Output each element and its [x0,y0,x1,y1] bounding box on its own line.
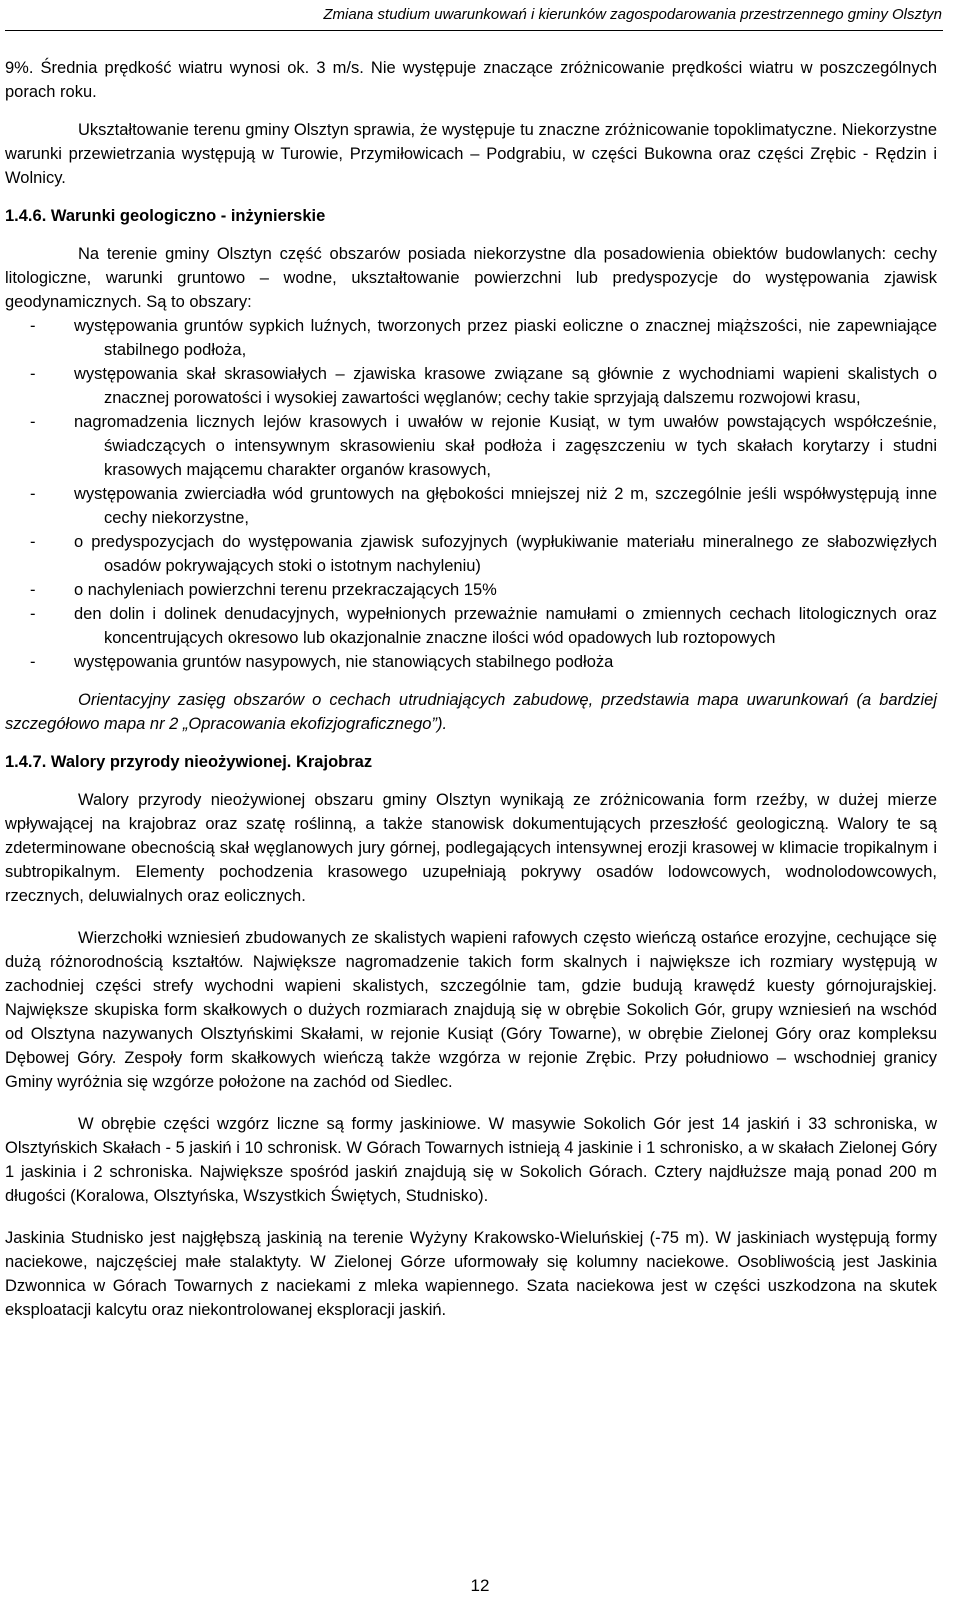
paragraph-wierzcholki: Wierzchołki wzniesień zbudowanych ze skalistych wapieni rafowych często wieńczą ostańce erozyjne, cechujące się dużą różnorodnością kształtów. Największe nagromadzenie takich form skalnych i największe ich rozmiary występują w zachodniej części strefy wychodni wapieni skalistych, szczególnie tam, gdzie budują krawędź kuesty górnojurajskiej. Największe skupiska form skałkowych o dużych rozmiarach znajdują się w obrębie Sokolich Gór, grupy wzniesień na wschód od Olsztyna nazywanych Olsztyńskimi Skałami, w rejonie Kusiąt (Góry Towarne), w obrębie Zielonej Góry oraz kompleksu Dębowej Góry. Zespoły form skałkowych wieńczą także wzgórza w rejonie Zrębic. Przy południowo – wschodniej granicy Gminy wyróżnia się wzgórze położone na zachód od Siedlec. [5,929,937,1091]
paragraph-geo-map-note: Orientacyjny zasięg obszarów o cechach utrudniających zabudowę, przedstawia mapa uwarunkowań (a bardziej szczegółowo mapa nr 2 „Opracowania ekofizjograficznego”). [5,691,937,733]
list-item: - występowania gruntów nasypowych, nie stanowiących stabilnego podłoża [30,653,614,671]
running-header: Zmiana studium uwarunkowań i kierunków zagospodarowania przestrzennego gminy Olsztyn [323,6,942,23]
list-item: - o predyspozycjach do występowania zjawisk sufozyjnych (wypłukiwanie materiału mineralnego ze słabozwięzłych osadów pokrywających stoki o istotnym nachyleniu) [30,533,937,575]
paragraph-geo-intro: Na terenie gminy Olsztyn część obszarów posiada niekorzystne dla posadowienia obiektów budowlanych: cechy litologiczne, warunki gruntowo – wodne, ukształtowanie powierzchni lub predyspozycje do występowania zjawisk geodynamicznych. Są to obszary: [5,245,937,311]
paragraph-studnisko: Jaskinia Studnisko jest najgłębszą jaskinią na terenie Wyżyny Krakowsko-Wieluńskiej (-75 m). W jaskiniach występują formy naciekowe, najczęściej małe stalaktyty. W Zielonej Górze uformowały się kolumny naciekowe. Osobliwością jest Jaskinia Dzwonnica w Górach Towarnych z naciekami z mleka wapiennego. Szata naciekowa jest w części uszkodzona na skutek eksploatacji kalcytu oraz niekontrolowanej eksploracji jaskiń. [5,1229,937,1319]
list-item: - występowania zwierciadła wód gruntowych na głębokości mniejszej niż 2 m, szczególnie jeśli współwystępują inne cechy niekorzystne, [30,485,937,527]
page-number: 12 [470,1576,490,1595]
geo-conditions-list [5,314,937,674]
paragraph-jaskinie: W obrębie części wzgórz liczne są formy jaskiniowe. W masywie Sokolich Gór jest 14 jaskiń i 33 schroniska, w Olsztyńskich Skałach - 5 jaskiń i 10 schronisk. W Górach Towarnych istnieją 4 jaskinie i 1 schronisko, a w skałach Zielonej Góry 1 jaskinia i 2 schroniska. Największe spośród jaskiń znajdują się w Sokolich Górach. Cztery najdłuższe mają ponad 200 m długości (Koralowa, Olsztyńska, Wszystkich Świętych, Studnisko). [5,1115,937,1205]
paragraph-terrain: Ukształtowanie terenu gminy Olsztyn sprawia, że występuje tu znaczne zróżnicowanie topoklimatyczne. Niekorzystne warunki przewietrzania występują w Turowie, Przymiłowicach – Podgrabiu, w części Bukowna oraz części Zrębic - Rędzin i Wolnicy. [5,121,937,187]
list-item: - nagromadzenia licznych lejów krasowych i uwałów w rejonie Kusiąt, w tym uwałów powstających współcześnie, świadczących o intensywnym skrasowieniu skał podłoża i zagęszczeniu w tych skałach korytarzy i studni krasowych mającemu charakter organów krasowych, [30,413,937,479]
paragraph-walory: Walory przyrody nieożywionej obszaru gminy Olsztyn wynikają ze zróżnicowania form rzeźby, w dużej mierze wpływającej na krajobraz oraz szatę roślinną, a także stanowisk dokumentujących przeszłość geologiczną. Walory te są zdeterminowane obecnością skał węglanowych jury górnej, podlegających intensywnej erozji krasowej w klimacie tropikalnym i subtropikalnym. Elementy pochodzenia krasowego uzupełniają pokrywy osadów lodowcowych, wodnolodowcowych, rzecznych, deluwialnych oraz eolicznych. [5,791,937,905]
document-body [5,56,937,1322]
section-heading-1-4-6: 1.4.6. Warunki geologiczno - inżynierskie [5,207,326,225]
header-divider [5,30,943,31]
list-item: - den dolin i dolinek denudacyjnych, wypełnionych przeważnie namułami o zmiennych cechach litologicznych oraz koncentrujących okresowo lub okazjonalnie znaczne ilości wód opadowych lub roztopowych [30,605,937,647]
paragraph-wind: 9%. Średnia prędkość wiatru wynosi ok. 3 m/s. Nie występuje znaczące zróżnicowanie prędkości wiatru w poszczególnych porach roku. [5,59,937,101]
section-heading-1-4-7: 1.4.7. Walory przyrody nieożywionej. Krajobraz [5,753,373,771]
list-item: - występowania gruntów sypkich luźnych, tworzonych przez piaski eoliczne o znacznej miąższości, nie zapewniające stabilnego podłoża, [30,317,937,359]
list-item: - występowania skał skrasowiałych – zjawiska krasowe związane są głównie z wychodniami wapieni skalistych o znacznej porowatości i wysokiej zawartości węglanów; cechy takie sprzyjają dalszemu rozwojowi krasu, [30,365,937,407]
list-item: - o nachyleniach powierzchni terenu przekraczających 15% [30,581,497,599]
